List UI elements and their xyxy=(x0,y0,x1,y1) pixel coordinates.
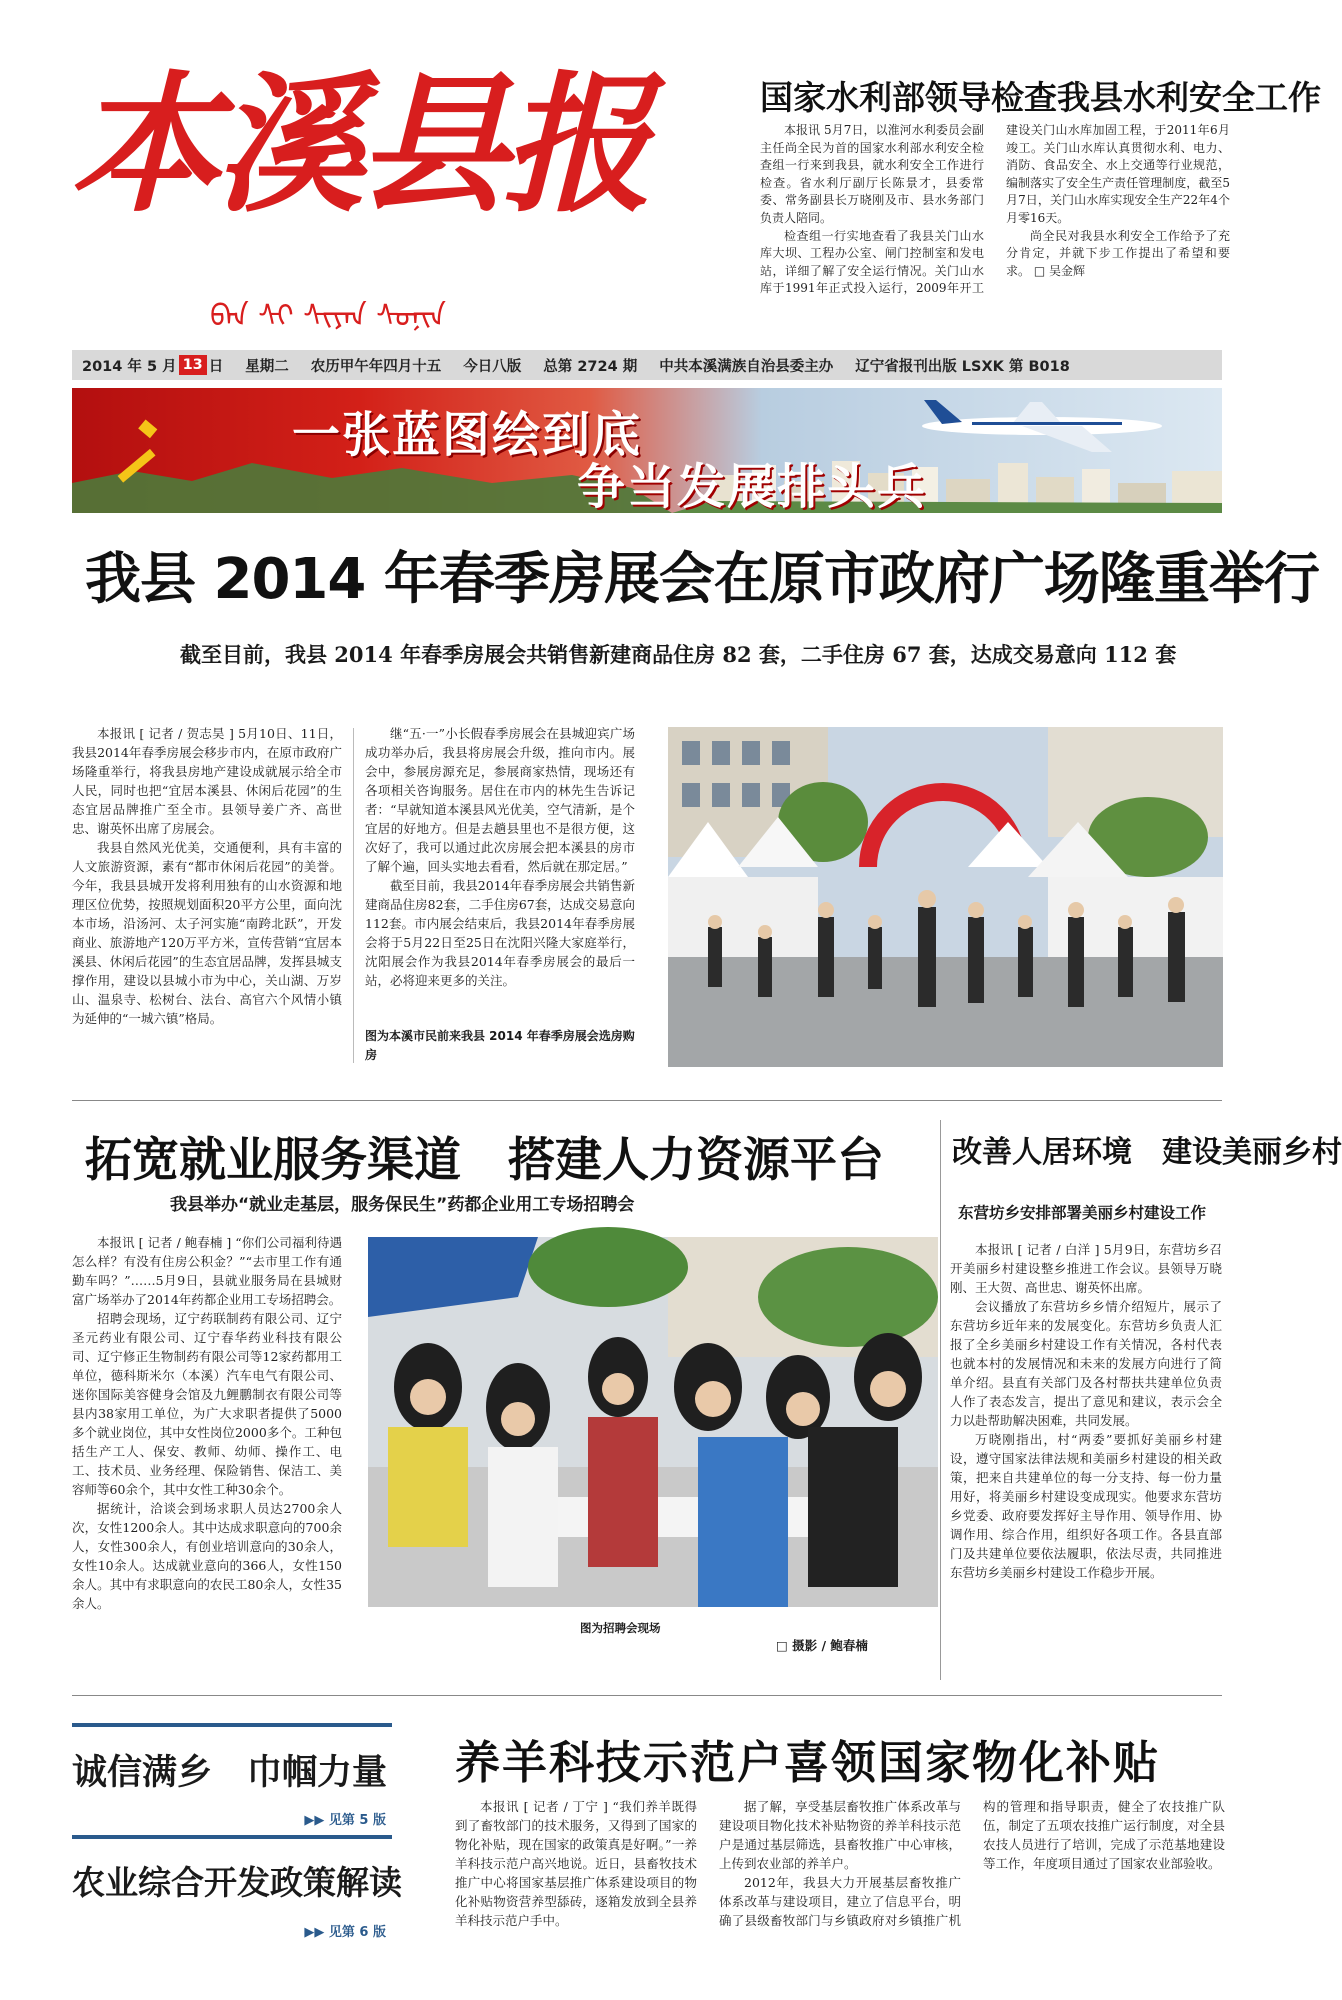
section-divider xyxy=(72,1695,1222,1696)
top-article-headline: 国家水利部领导检查我县水利安全工作 xyxy=(760,78,1321,117)
main-article-column-2 xyxy=(365,724,635,990)
date-day-badge: 13 xyxy=(179,355,207,375)
paragraph: 截至目前，我县2014年春季房展会共销售新建商品住房82套，二手住房67套，达成交易意向112套。市内展会结束后，我县2014年春季房展会将于5月22日至25日在沈阳兴隆大家庭举行，沈阳展会作为我县2014年春季房展会的最后一站，必将迎来更多的关注。 xyxy=(365,878,635,988)
main-subheadline: 截至目前，我县 2014 年春季房展会共销售新建商品住房 82 套，二手住房 67 套，达成交易意向 112 套 xyxy=(180,642,1177,667)
employment-subheadline: 我县举办“就业走基层，服务保民生”药都企业用工专场招聘会 xyxy=(170,1195,635,1215)
top-article-body xyxy=(760,122,1230,332)
paragraph: 本报讯 [ 记者 / 白洋 ] 5月9日，东营坊乡召开美丽乡村建设整乡推进工作会议。县领导万晓刚、王大贺、高世忠、谢英怀出席。 xyxy=(950,1242,1222,1295)
photo-caption: 图为招聘会现场 xyxy=(580,1621,661,1635)
mongolian-title: ᠪᠡᠨ ᠰᠢ ᠰᠢᠶᠠᠨ ᠰᠣᠨᠢᠨ xyxy=(210,299,446,334)
party-emblem-icon xyxy=(94,402,190,498)
photo-credit: □ 摄影 / 鲍春楠 xyxy=(776,1638,868,1653)
banner-slogan-line-2: 争当发展排头兵 xyxy=(577,459,928,515)
promo-title: 诚信满乡 巾帼力量 xyxy=(72,1752,388,1793)
date-bar xyxy=(72,350,1222,380)
lunar-date: 农历甲午年四月十五 xyxy=(310,358,442,375)
publisher: 中共本溪满族自治县委主办 xyxy=(659,358,834,375)
paragraph: 会议播放了东营坊乡乡情介绍短片，展示了东营坊乡近年来的发展变化。东营坊乡负责人汇报了全乡美丽乡村建设工作有关情况，各村代表也就本村的发展情况和未来的发展方向进行了简单介绍。县直有关部门及各村帮扶共建单位负责人作了表态发言，提出了意见和建议，表示会全力以赴帮助解决困难，共同发展。 xyxy=(950,1299,1222,1428)
date-prefix: 2014 年 5 月 xyxy=(82,358,177,375)
page-count: 今日八版 xyxy=(463,358,522,375)
paragraph: 尚全民对我县水利安全工作给予了充分肯定，并就下步工作提出了希望和要求。 □ 吴金辉 xyxy=(1006,228,1230,278)
masthead xyxy=(70,57,730,334)
paragraph: 本报讯 [ 记者 / 丁宁 ] “我们养羊既得到了畜牧部门的技术服务，又得到了国家的物化补贴，现在国家的政策真是好啊。”一养羊科技示范户高兴地说。近日，县畜牧技术推广中心将国家基层推广体系建设项目的物化补贴物资营养型舔砖，逐箱发放到全县养羊科技示范户手中。 xyxy=(455,1799,697,1928)
house-fair-photo xyxy=(668,727,1223,1067)
paragraph: 检查组一行实地查看了我县关门山水库大坝、工程办公室、闸门控制室和发电站，详细了解了安全运行情况。关门山水库于1991年正式投入运行，2009年开工建设关门山水库加固工程，于2011年6月竣工。关门山水库认真贯彻水利、电力、消防、食品安全、水上交通等行业规范，编制落实了安全生产责任管理制度，截至5月7日，关门山水库实现安全生产22年4个月零16天。 xyxy=(760,123,1230,296)
sheep-article-body xyxy=(455,1797,1225,1997)
paragraph: 据了解，享受基层畜牧推广体系改革与建设项目物化技术补贴物资的养羊科技示范户是通过基层筛选，县畜牧推广中心审核，上传到农业部的养羊户。 xyxy=(719,1799,961,1871)
date-suffix: 日 xyxy=(208,358,224,375)
column-divider xyxy=(940,1120,941,1680)
column-divider xyxy=(353,728,354,1063)
airplane-image xyxy=(912,394,1172,454)
license-number: 辽宁省报刊出版 LSXK 第 B018 xyxy=(855,358,1070,375)
village-subheadline: 东营坊乡安排部署美丽乡村建设工作 xyxy=(958,1204,1207,1222)
paragraph: 我县自然风光优美，交通便利，具有丰富的人文旅游资源，素有“都市休闲后花园”的美誉。今年，我县县城开发将利用独有的山水资源和地理区位优势，按照规划面积20平方公里，面向沈本市场，沿汤河、太子河实施“南跨北跃”，开发商业、旅游地产120万平方米，宣传营销“宜居本溪县、休闲后花园”的生态宜居品牌，发挥县城支撑作用，建设以县城小市为中心，关山湖、万岁山、温泉寺、松树台、法台、高官六个风情小镇为延伸的“一城六镇”格局。 xyxy=(72,840,342,1026)
promo-box-page-6[interactable] xyxy=(72,1835,402,1940)
newspaper-title: 本溪县报 xyxy=(70,57,647,233)
paragraph: 2012年，我县大力开展基层畜牧推广体系改革与建设项目，建立了信息平台，明确了县级畜牧部门与乡镇政府对乡镇推广机构的管理和指导职责，健全了农技推广队伍，制定了五项农技推广运行制度，对全县农技人员进行了培训，完成了示范基地建设等工作，年度项目通过了国家农业部验收。 xyxy=(719,1799,1225,1928)
paragraph: 继“五·一”小长假春季房展会在县城迎宾广场成功举办后，我县将房展会升级，推向市内。展会中，参展房源充足，参展商家热情，现场还有各项相关咨询服务。居住在市内的林先生告诉记者：“早就知道本溪县风光优美，空气清新，是个宜居的好地方。但是去趟县里也不是很方便，这次好了，我可以通过此次房展会把本溪县的房市了解个遍，回头实地去看看，然后就在那定居。” xyxy=(365,726,635,874)
main-headline: 我县 2014 年春季房展会在原市政府广场隆重举行 xyxy=(85,547,1319,612)
employment-article-body xyxy=(72,1233,342,1613)
section-divider xyxy=(72,1100,1222,1101)
sheep-headline: 养羊科技示范户喜领国家物化补贴 xyxy=(455,1736,1161,1789)
paragraph: 本报讯 [ 记者 / 贺志昊 ] 5月10日、11日，我县2014年春季房展会移步市内，在原市政府广场隆重举行，将我县房地产建设成就展示给全市人民，同时也把“宜居本溪县、休闲后花园”的生态宜居品牌推广至全市。县领导姜广齐、高世忠、谢英怀出席了房展会。 xyxy=(72,726,342,836)
paragraph: 本报讯 [ 记者 / 鲍春楠 ] “你们公司福利待遇怎么样？有没有住房公积金？”“去市里工作有通勤车吗？”……5月9日，县就业服务局在县城财富广场举办了2014年药都企业用工专场招聘会。 xyxy=(72,1235,342,1307)
paragraph: 招聘会现场，辽宁药联制药有限公司、辽宁圣元药业有限公司、辽宁春华药业科技有限公司、辽宁修正生物制药有限公司等12家药都用工单位，德科斯米尔（本溪）汽车电气有限公司、迷你国际美容健身会馆及九鲤鹏制衣有限公司等县内38家用工单位，为广大求职者提供了5000多个就业岗位，其中女性岗位2000多个。工种包括生产工人、保安、教师、幼师、操作工、电工、技术员、业务经理、保险销售、保洁工、美容师等60余个，其中女性工种30余个。 xyxy=(72,1311,342,1497)
main-article-column-1 xyxy=(72,724,342,1028)
paragraph: 据统计，洽谈会到场求职人员达2700余人次，女性1200余人。其中达成求职意向的700余人，女性300余人，有创业培训意向的30余人，女性10余人。达成就业意向的366人，女性150余人。其中有求职意向的农民工80余人，女性35余人。 xyxy=(72,1501,342,1611)
slogan-banner xyxy=(72,388,1222,513)
promo-box-page-5[interactable] xyxy=(72,1723,392,1828)
page-reference[interactable]: ▶▶ 见第 6 版 xyxy=(304,1925,386,1940)
paragraph: 万晓刚指出，村“两委”要抓好美丽乡村建设，遵守国家法律法规和美丽乡村建设的相关政策，把来自共建单位的每一分支持、每一份力量用好，将美丽乡村建设变成现实。他要求东营坊乡党委、政府要发挥好主导作用、领导作用、协调作用、综合作用，组织好各项工作。各县直部门及共建单位要依法履职，依法尽责，共同推进东营坊乡美丽乡村建设工作稳步开展。 xyxy=(950,1432,1222,1580)
paragraph: 本报讯 5月7日，以淮河水利委员会副主任尚全民为首的国家水利部水利安全检查组一行来到我县，就水利安全工作进行检查。省水利厅副厅长陈景才，县委常委、常务副县长万晓刚及市、县水务部门负责人陪同。 xyxy=(760,123,984,225)
employment-headline: 拓宽就业服务渠道 搭建人力资源平台 xyxy=(85,1133,884,1188)
weekday: 星期二 xyxy=(245,358,289,375)
job-fair-photo xyxy=(368,1237,938,1607)
issue-number: 总第 2724 期 xyxy=(543,358,638,375)
photo-caption: 图为本溪市民前来我县 2014 年春季房展会选房购房 xyxy=(365,1029,635,1062)
banner-slogan-line-1: 一张蓝图绘到底 xyxy=(292,407,643,463)
village-headline: 改善人居环境 建设美丽乡村 xyxy=(952,1135,1342,1170)
promo-title: 农业综合开发政策解读 xyxy=(72,1863,402,1902)
page-reference[interactable]: ▶▶ 见第 5 版 xyxy=(304,1813,386,1828)
village-article-body xyxy=(950,1240,1222,1582)
